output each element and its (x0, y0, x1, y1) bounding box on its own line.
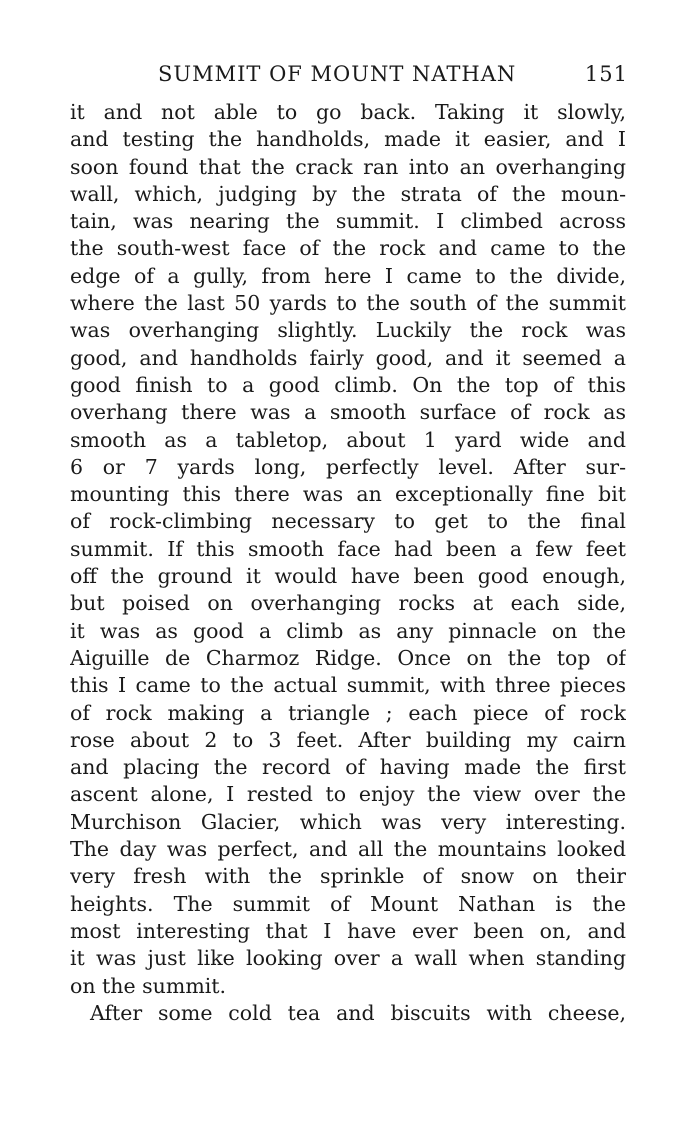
text-line: but poised on overhanging rocks at each side, (70, 591, 626, 616)
text-line: overhang there was a smooth surface of rock as (70, 400, 626, 425)
text-line: of rock making a triangle ; each piece of rock (70, 700, 626, 725)
text-line: good finish to a good climb. On the top of this (70, 372, 626, 397)
text-line: it and not able to go back. Taking it slowly, (70, 100, 626, 124)
text-line: mounting this there was an exceptionally fine bit (70, 482, 626, 507)
page-number: 151 (584, 62, 628, 86)
running-head (158, 62, 628, 92)
text-line: The day was perfect, and all the mountains looked (70, 837, 626, 862)
text-line: most interesting that I have ever been on, and (70, 918, 626, 943)
text-line: summit. If this smooth face had been a few feet (70, 536, 626, 561)
paragraph-start-line: After some cold tea and biscuits with cheese, (90, 1000, 626, 1025)
paragraph-end-line: on the summit. (70, 973, 227, 998)
text-line: and placing the record of having made the first (70, 755, 626, 780)
text-line: of rock-climbing necessary to get to the final (70, 509, 626, 534)
text-line: the south-west face of the rock and came to the (70, 236, 626, 261)
text-line: 6 or 7 yards long, perfectly level. After sur- (70, 454, 626, 479)
text-line: soon found that the crack ran into an overhanging (70, 154, 626, 179)
running-title: SUMMIT OF MOUNT NATHAN (158, 62, 517, 86)
text-line: it was as good a climb as any pinnacle on the (70, 618, 626, 643)
text-line: heights. The summit of Mount Nathan is the (70, 891, 626, 916)
text-line: where the last 50 yards to the south of the summit (70, 291, 626, 316)
text-line: was overhanging slightly. Luckily the rock was (70, 318, 626, 343)
text-line: edge of a gully, from here I came to the divide, (70, 263, 626, 288)
text-line: wall, which, judging by the strata of the moun- (70, 181, 626, 206)
text-line: very fresh with the sprinkle of snow on their (70, 864, 626, 889)
text-line: tain, was nearing the summit. I climbed across (70, 209, 626, 234)
text-line: and testing the handholds, made it easier, and I (70, 127, 626, 152)
text-line: Murchison Glacier, which was very interesting. (70, 809, 626, 834)
text-line: ascent alone, I rested to enjoy the view over the (70, 782, 626, 807)
text-line: off the ground it would have been good enough, (70, 564, 626, 589)
text-line: smooth as a tabletop, about 1 yard wide and (70, 427, 626, 452)
text-line: good, and handholds fairly good, and it seemed a (70, 345, 626, 370)
text-line: rose about 2 to 3 feet. After building my cairn (70, 727, 626, 752)
text-line: it was just like looking over a wall when standing (70, 946, 626, 971)
text-line: this I came to the actual summit, with three pieces (70, 673, 626, 698)
text-line: Aiguille de Charmoz Ridge. Once on the top of (70, 645, 626, 670)
body-text (70, 99, 626, 1027)
